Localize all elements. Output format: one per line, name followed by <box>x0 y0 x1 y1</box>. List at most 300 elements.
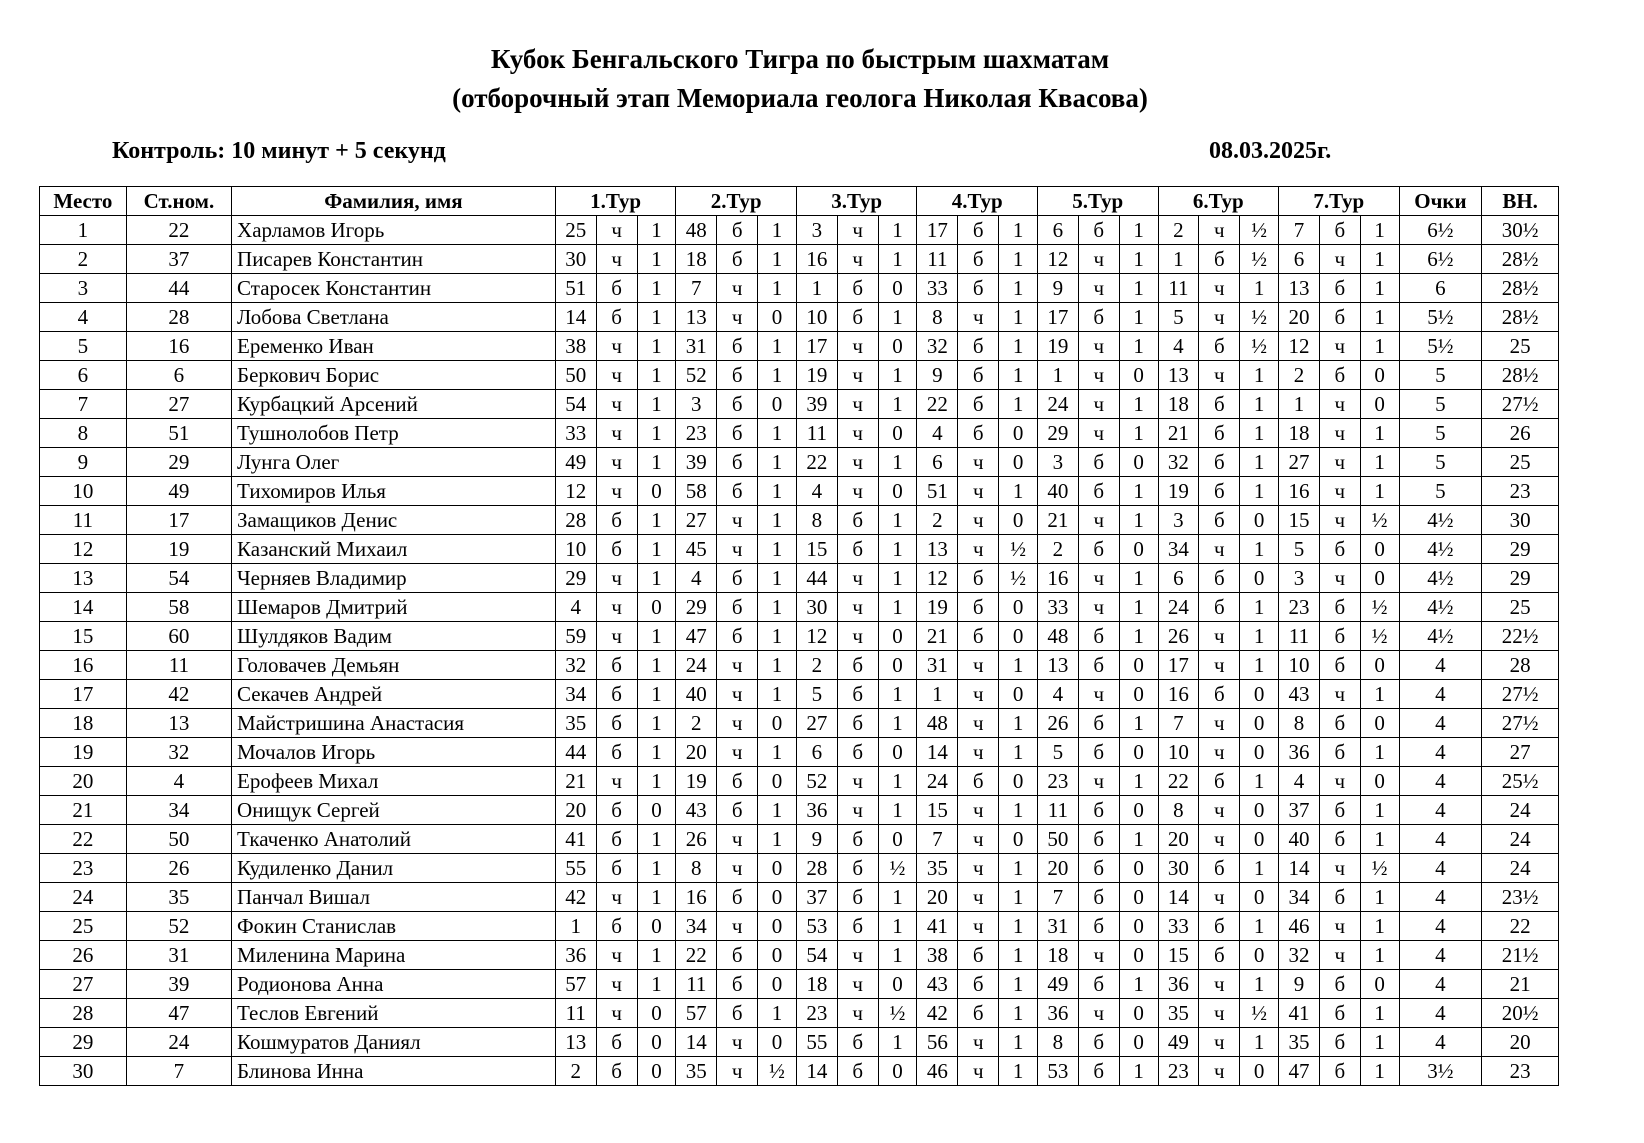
round-result-cell: 1 <box>637 651 676 680</box>
round-color-cell: б <box>837 1028 878 1057</box>
round-opponent-cell: 24 <box>1037 390 1078 419</box>
round-color-cell: б <box>596 825 637 854</box>
round-color-cell: б <box>717 332 758 361</box>
round-color-cell: б <box>958 419 999 448</box>
round-color-cell: ч <box>837 767 878 796</box>
round-result-cell: 0 <box>1119 680 1158 709</box>
round-opponent-cell: 1 <box>1279 390 1320 419</box>
round-color-cell: б <box>1319 825 1360 854</box>
round-result-cell: 1 <box>1119 593 1158 622</box>
round-opponent-cell: 48 <box>917 709 958 738</box>
round-opponent-cell: 17 <box>1037 303 1078 332</box>
round-opponent-cell: 14 <box>676 1028 717 1057</box>
round-color-cell: б <box>1319 738 1360 767</box>
col-header-round-4: 4.Тур <box>917 187 1038 216</box>
round-opponent-cell: 48 <box>676 216 717 245</box>
round-color-cell: ч <box>717 825 758 854</box>
round-color-cell: ч <box>596 361 637 390</box>
round-result-cell: 1 <box>1360 999 1399 1028</box>
round-result-cell: 0 <box>999 506 1038 535</box>
round-result-cell: 1 <box>999 1028 1038 1057</box>
tiebreak-cell: 26 <box>1482 419 1559 448</box>
player-name-cell: Лунга Олег <box>232 448 556 477</box>
round-opponent-cell: 34 <box>676 912 717 941</box>
round-result-cell: 1 <box>1360 738 1399 767</box>
round-color-cell: б <box>1319 883 1360 912</box>
time-control: Контроль: 10 минут + 5 секунд <box>112 138 446 164</box>
round-result-cell: 0 <box>1119 535 1158 564</box>
player-name-cell: Тихомиров Илья <box>232 477 556 506</box>
round-opponent-cell: 35 <box>1158 999 1199 1028</box>
tiebreak-cell: 27½ <box>1482 680 1559 709</box>
round-opponent-cell: 36 <box>555 941 596 970</box>
start-number-cell: 24 <box>126 1028 231 1057</box>
round-result-cell: 1 <box>1119 419 1158 448</box>
round-color-cell: ч <box>1199 651 1240 680</box>
round-result-cell: 1 <box>637 419 676 448</box>
round-color-cell: б <box>1078 535 1119 564</box>
round-opponent-cell: 19 <box>1037 332 1078 361</box>
round-result-cell: 1 <box>1119 216 1158 245</box>
round-result-cell: 1 <box>637 390 676 419</box>
tiebreak-cell: 25½ <box>1482 767 1559 796</box>
round-opponent-cell: 26 <box>1158 622 1199 651</box>
round-opponent-cell: 11 <box>1279 622 1320 651</box>
round-color-cell: ч <box>1078 361 1119 390</box>
round-color-cell: ч <box>958 912 999 941</box>
round-result-cell: 1 <box>637 970 676 999</box>
round-result-cell: 0 <box>999 767 1038 796</box>
round-opponent-cell: 15 <box>917 796 958 825</box>
round-result-cell: 1 <box>1240 390 1279 419</box>
round-result-cell: 1 <box>999 274 1038 303</box>
start-number-cell: 16 <box>126 332 231 361</box>
place-cell: 12 <box>40 535 127 564</box>
tiebreak-cell: 24 <box>1482 854 1559 883</box>
round-color-cell: ч <box>958 680 999 709</box>
round-color-cell: ч <box>717 535 758 564</box>
points-cell: 6½ <box>1399 245 1482 274</box>
round-result-cell: 1 <box>758 448 797 477</box>
round-color-cell: б <box>717 361 758 390</box>
round-opponent-cell: 46 <box>1279 912 1320 941</box>
place-cell: 18 <box>40 709 127 738</box>
round-result-cell: 0 <box>1360 709 1399 738</box>
round-opponent-cell: 20 <box>1279 303 1320 332</box>
round-color-cell: б <box>717 564 758 593</box>
round-color-cell: б <box>1078 738 1119 767</box>
round-opponent-cell: 11 <box>676 970 717 999</box>
round-opponent-cell: 55 <box>555 854 596 883</box>
round-opponent-cell: 8 <box>1158 796 1199 825</box>
points-cell: 5½ <box>1399 303 1482 332</box>
round-color-cell: ч <box>1319 390 1360 419</box>
round-opponent-cell: 7 <box>676 274 717 303</box>
place-cell: 19 <box>40 738 127 767</box>
round-opponent-cell: 26 <box>676 825 717 854</box>
round-opponent-cell: 7 <box>917 825 958 854</box>
round-color-cell: ч <box>717 651 758 680</box>
round-color-cell: ч <box>717 1028 758 1057</box>
round-color-cell: ч <box>1078 274 1119 303</box>
points-cell: 4 <box>1399 796 1482 825</box>
round-result-cell: 0 <box>637 912 676 941</box>
round-result-cell: 0 <box>1119 361 1158 390</box>
round-color-cell: ч <box>717 738 758 767</box>
tiebreak-cell: 23 <box>1482 477 1559 506</box>
round-result-cell: 1 <box>1119 477 1158 506</box>
round-result-cell: 0 <box>1360 390 1399 419</box>
table-row <box>40 680 1559 709</box>
round-result-cell: 0 <box>637 999 676 1028</box>
player-name-cell: Теслов Евгений <box>232 999 556 1028</box>
round-result-cell: 0 <box>878 622 917 651</box>
round-result-cell: 0 <box>637 1057 676 1086</box>
round-opponent-cell: 23 <box>796 999 837 1028</box>
round-result-cell: 1 <box>1119 332 1158 361</box>
points-cell: 5 <box>1399 477 1482 506</box>
round-result-cell: 1 <box>758 419 797 448</box>
round-result-cell: 1 <box>999 912 1038 941</box>
start-number-cell: 17 <box>126 506 231 535</box>
tiebreak-cell: 27½ <box>1482 390 1559 419</box>
table-row <box>40 593 1559 622</box>
round-color-cell: б <box>1199 767 1240 796</box>
round-opponent-cell: 38 <box>917 941 958 970</box>
points-cell: 4½ <box>1399 535 1482 564</box>
round-color-cell: б <box>717 419 758 448</box>
round-color-cell: ч <box>596 477 637 506</box>
round-opponent-cell: 1 <box>917 680 958 709</box>
start-number-cell: 28 <box>126 303 231 332</box>
round-opponent-cell: 18 <box>1158 390 1199 419</box>
round-opponent-cell: 52 <box>796 767 837 796</box>
round-result-cell: ½ <box>1240 332 1279 361</box>
round-color-cell: ч <box>596 941 637 970</box>
round-color-cell: б <box>1319 274 1360 303</box>
start-number-cell: 11 <box>126 651 231 680</box>
points-cell: 6 <box>1399 274 1482 303</box>
round-result-cell: 0 <box>1119 738 1158 767</box>
round-result-cell: 1 <box>758 680 797 709</box>
round-color-cell: ч <box>1319 941 1360 970</box>
place-cell: 21 <box>40 796 127 825</box>
round-opponent-cell: 51 <box>917 477 958 506</box>
round-opponent-cell: 51 <box>555 274 596 303</box>
table-row <box>40 912 1559 941</box>
round-color-cell: б <box>837 651 878 680</box>
round-opponent-cell: 29 <box>676 593 717 622</box>
round-result-cell: 1 <box>637 709 676 738</box>
round-color-cell: б <box>958 245 999 274</box>
round-color-cell: ч <box>837 622 878 651</box>
round-color-cell: ч <box>837 448 878 477</box>
round-color-cell: ч <box>596 593 637 622</box>
points-cell: 4 <box>1399 883 1482 912</box>
round-result-cell: 1 <box>878 245 917 274</box>
round-color-cell: б <box>1078 854 1119 883</box>
round-color-cell: б <box>1199 332 1240 361</box>
round-opponent-cell: 34 <box>1279 883 1320 912</box>
round-opponent-cell: 11 <box>796 419 837 448</box>
round-result-cell: 1 <box>999 796 1038 825</box>
round-color-cell: ч <box>958 651 999 680</box>
round-opponent-cell: 9 <box>917 361 958 390</box>
col-header-round-7: 7.Тур <box>1279 187 1400 216</box>
player-name-cell: Родионова Анна <box>232 970 556 999</box>
round-opponent-cell: 4 <box>555 593 596 622</box>
round-color-cell: б <box>596 303 637 332</box>
table-row <box>40 216 1559 245</box>
round-color-cell: ч <box>596 332 637 361</box>
round-opponent-cell: 36 <box>1037 999 1078 1028</box>
place-cell: 13 <box>40 564 127 593</box>
round-color-cell: б <box>837 709 878 738</box>
round-opponent-cell: 4 <box>796 477 837 506</box>
round-color-cell: ч <box>596 419 637 448</box>
round-opponent-cell: 2 <box>917 506 958 535</box>
player-name-cell: Лобова Светлана <box>232 303 556 332</box>
round-result-cell: ½ <box>1360 593 1399 622</box>
round-result-cell: 1 <box>1360 448 1399 477</box>
round-result-cell: 1 <box>637 245 676 274</box>
round-color-cell: б <box>1078 709 1119 738</box>
round-opponent-cell: 14 <box>1279 854 1320 883</box>
round-opponent-cell: 35 <box>555 709 596 738</box>
round-color-cell: б <box>837 825 878 854</box>
round-opponent-cell: 40 <box>1037 477 1078 506</box>
round-color-cell: б <box>837 535 878 564</box>
round-result-cell: 1 <box>878 564 917 593</box>
round-opponent-cell: 53 <box>1037 1057 1078 1086</box>
round-opponent-cell: 47 <box>1279 1057 1320 1086</box>
player-name-cell: Онищук Сергей <box>232 796 556 825</box>
round-result-cell: 0 <box>758 709 797 738</box>
round-result-cell: 1 <box>878 216 917 245</box>
round-opponent-cell: 6 <box>1037 216 1078 245</box>
round-result-cell: 1 <box>1240 274 1279 303</box>
round-result-cell: 0 <box>999 593 1038 622</box>
round-result-cell: 1 <box>878 680 917 709</box>
round-result-cell: 1 <box>1240 361 1279 390</box>
tiebreak-cell: 28½ <box>1482 361 1559 390</box>
round-result-cell: 0 <box>1240 506 1279 535</box>
round-opponent-cell: 32 <box>555 651 596 680</box>
place-cell: 27 <box>40 970 127 999</box>
round-opponent-cell: 13 <box>676 303 717 332</box>
round-result-cell: 0 <box>999 622 1038 651</box>
start-number-cell: 60 <box>126 622 231 651</box>
round-opponent-cell: 50 <box>555 361 596 390</box>
place-cell: 26 <box>40 941 127 970</box>
player-name-cell: Майстришина Анастасия <box>232 709 556 738</box>
round-opponent-cell: 11 <box>1158 274 1199 303</box>
round-result-cell: 0 <box>878 274 917 303</box>
start-number-cell: 31 <box>126 941 231 970</box>
tiebreak-cell: 25 <box>1482 448 1559 477</box>
place-cell: 28 <box>40 999 127 1028</box>
tiebreak-cell: 27½ <box>1482 709 1559 738</box>
round-opponent-cell: 1 <box>796 274 837 303</box>
tiebreak-cell: 28½ <box>1482 303 1559 332</box>
round-opponent-cell: 17 <box>796 332 837 361</box>
round-color-cell: б <box>717 622 758 651</box>
round-color-cell: ч <box>958 303 999 332</box>
round-color-cell: б <box>1319 303 1360 332</box>
round-opponent-cell: 28 <box>555 506 596 535</box>
round-result-cell: 0 <box>637 477 676 506</box>
round-color-cell: б <box>1078 912 1119 941</box>
round-result-cell: 1 <box>1119 1057 1158 1086</box>
round-result-cell: 1 <box>999 854 1038 883</box>
round-opponent-cell: 7 <box>1279 216 1320 245</box>
round-color-cell: б <box>1199 477 1240 506</box>
round-color-cell: ч <box>1199 303 1240 332</box>
round-result-cell: 1 <box>1360 680 1399 709</box>
round-result-cell: 1 <box>758 825 797 854</box>
round-result-cell: 1 <box>1240 854 1279 883</box>
round-result-cell: 1 <box>637 535 676 564</box>
round-result-cell: 1 <box>999 883 1038 912</box>
round-opponent-cell: 44 <box>555 738 596 767</box>
round-result-cell: 0 <box>758 854 797 883</box>
table-row <box>40 245 1559 274</box>
round-color-cell: ч <box>1319 332 1360 361</box>
round-color-cell: б <box>958 564 999 593</box>
round-opponent-cell: 9 <box>1037 274 1078 303</box>
round-opponent-cell: 4 <box>1037 680 1078 709</box>
place-cell: 16 <box>40 651 127 680</box>
round-result-cell: 1 <box>1240 593 1279 622</box>
round-result-cell: ½ <box>1240 216 1279 245</box>
round-color-cell: ч <box>837 361 878 390</box>
round-color-cell: б <box>1199 593 1240 622</box>
round-color-cell: ч <box>717 912 758 941</box>
player-name-cell: Писарев Константин <box>232 245 556 274</box>
round-color-cell: б <box>958 361 999 390</box>
tournament-date: 08.03.2025г. <box>1209 138 1332 164</box>
round-opponent-cell: 2 <box>796 651 837 680</box>
round-color-cell: б <box>958 274 999 303</box>
table-row <box>40 477 1559 506</box>
round-result-cell: 1 <box>637 274 676 303</box>
round-result-cell: 1 <box>637 941 676 970</box>
points-cell: 4 <box>1399 825 1482 854</box>
round-opponent-cell: 44 <box>796 564 837 593</box>
start-number-cell: 26 <box>126 854 231 883</box>
place-cell: 6 <box>40 361 127 390</box>
round-opponent-cell: 11 <box>555 999 596 1028</box>
round-color-cell: б <box>717 999 758 1028</box>
round-color-cell: б <box>1199 448 1240 477</box>
round-result-cell: 1 <box>878 941 917 970</box>
place-cell: 14 <box>40 593 127 622</box>
round-opponent-cell: 36 <box>1279 738 1320 767</box>
round-color-cell: ч <box>596 999 637 1028</box>
round-opponent-cell: 11 <box>1037 796 1078 825</box>
player-name-cell: Замащиков Денис <box>232 506 556 535</box>
round-opponent-cell: 4 <box>917 419 958 448</box>
player-name-cell: Шулдяков Вадим <box>232 622 556 651</box>
round-result-cell: 0 <box>637 796 676 825</box>
round-result-cell: 0 <box>1240 796 1279 825</box>
points-cell: 4 <box>1399 1028 1482 1057</box>
round-result-cell: 0 <box>1119 883 1158 912</box>
round-color-cell: б <box>837 738 878 767</box>
round-result-cell: 1 <box>758 593 797 622</box>
round-color-cell: б <box>717 796 758 825</box>
col-header-round-2: 2.Тур <box>676 187 797 216</box>
table-row <box>40 941 1559 970</box>
round-result-cell: 1 <box>878 506 917 535</box>
tiebreak-cell: 22 <box>1482 912 1559 941</box>
round-color-cell: б <box>958 216 999 245</box>
round-result-cell: 1 <box>1119 767 1158 796</box>
round-color-cell: б <box>717 390 758 419</box>
round-color-cell: б <box>1078 622 1119 651</box>
round-opponent-cell: 43 <box>1279 680 1320 709</box>
round-color-cell: б <box>958 622 999 651</box>
round-color-cell: ч <box>958 854 999 883</box>
round-result-cell: 0 <box>637 593 676 622</box>
table-row <box>40 622 1559 651</box>
round-opponent-cell: 47 <box>676 622 717 651</box>
round-result-cell: 0 <box>1240 709 1279 738</box>
round-opponent-cell: 7 <box>1037 883 1078 912</box>
round-result-cell: 1 <box>999 390 1038 419</box>
player-name-cell: Фокин Станислав <box>232 912 556 941</box>
round-result-cell: 1 <box>1240 767 1279 796</box>
round-opponent-cell: 41 <box>917 912 958 941</box>
round-opponent-cell: 10 <box>1158 738 1199 767</box>
round-opponent-cell: 49 <box>1158 1028 1199 1057</box>
round-color-cell: б <box>717 767 758 796</box>
round-opponent-cell: 31 <box>917 651 958 680</box>
round-color-cell: ч <box>958 535 999 564</box>
round-color-cell: б <box>1078 796 1119 825</box>
round-color-cell: б <box>1319 1057 1360 1086</box>
start-number-cell: 39 <box>126 970 231 999</box>
round-opponent-cell: 46 <box>917 1057 958 1086</box>
table-row <box>40 506 1559 535</box>
round-opponent-cell: 2 <box>555 1057 596 1086</box>
player-name-cell: Еременко Иван <box>232 332 556 361</box>
place-cell: 25 <box>40 912 127 941</box>
round-result-cell: 1 <box>758 216 797 245</box>
player-name-cell: Ткаченко Анатолий <box>232 825 556 854</box>
round-color-cell: ч <box>596 564 637 593</box>
round-opponent-cell: 23 <box>1158 1057 1199 1086</box>
table-row <box>40 332 1559 361</box>
round-result-cell: 1 <box>999 216 1038 245</box>
start-number-cell: 52 <box>126 912 231 941</box>
round-result-cell: 1 <box>1360 912 1399 941</box>
round-result-cell: 0 <box>1119 796 1158 825</box>
table-header-row <box>40 187 1559 216</box>
round-result-cell: ½ <box>1360 854 1399 883</box>
round-color-cell: б <box>1319 216 1360 245</box>
round-color-cell: ч <box>837 477 878 506</box>
place-cell: 3 <box>40 274 127 303</box>
round-opponent-cell: 5 <box>1037 738 1078 767</box>
round-result-cell: 0 <box>1119 999 1158 1028</box>
start-number-cell: 42 <box>126 680 231 709</box>
table-row <box>40 883 1559 912</box>
round-result-cell: 1 <box>637 825 676 854</box>
points-cell: 4 <box>1399 709 1482 738</box>
round-color-cell: ч <box>958 825 999 854</box>
round-color-cell: ч <box>1199 274 1240 303</box>
